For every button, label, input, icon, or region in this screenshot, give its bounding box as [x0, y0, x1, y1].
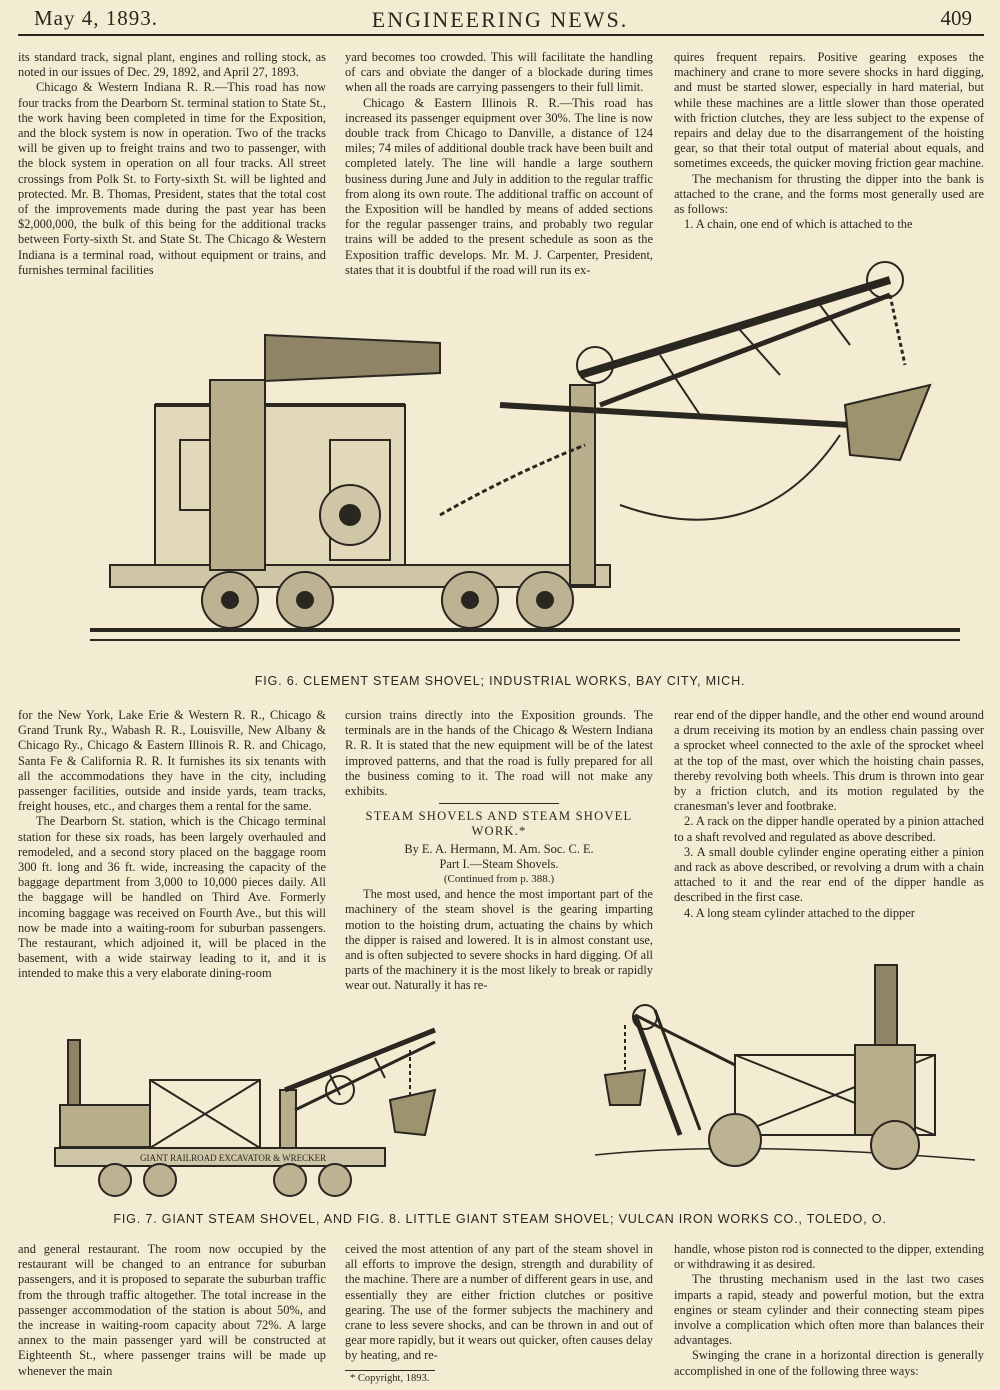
header-rule — [18, 34, 984, 36]
giant-steam-shovel-illustration — [40, 1020, 460, 1205]
paragraph: and general restaurant. The room now occupied by the restaurant will be changed to an entrance for suburban passengers, and it is proposed to separate the suburban traffic from the through traffic altogether. The total increase in the passenger accommodation of the station is about 50%, and the increase in waiting-room capacity about 72%. A large annex to the main passenger yard will be constructed at Eighteenth St., where passenger trains will be made up whenever the main — [18, 1242, 326, 1378]
copyright-footnote: * Copyright, 1893. — [350, 1373, 430, 1384]
paragraph: Chicago & Eastern Illinois R. R.—This road has increased its passenger equipment over 30%. The line is now double track from Chicago to Danville, a distance of 124 miles; 74 miles of additional double track have been built and completed lately. The line will handle a large southern business during June and July in addition to the regular traffic from along its own route. The additional traffic on account of the Exposition will be handled by means of added sections for the regular passenger trains, and probably two regular trains will be added to the present schedule as soon as the Exposition traffic develops. Mr. M. J. Carpenter, President, states that it is doubtful if the road will run its ex- — [345, 95, 653, 277]
bottom-column-3 — [674, 1242, 984, 1384]
middle-column-1 — [18, 708, 326, 1030]
paragraph: ceived the most attention of any part of the steam shovel in all efforts to improve the design, strength and durability of the machine. There are a number of different gears in use, and essentially they are either friction clutches or positive gearing. The use of the former subjects the machinery and crane to less severe shocks, and can be thrown in and out of gear more rapidly, but it wears out quicker, often causes delay by heating, and re- — [345, 1242, 653, 1363]
fig7-car-lettering: GIANT RAILROAD EXCAVATOR & WRECKER — [140, 1153, 327, 1163]
paragraph: 1. A chain, one end of which is attached to the — [684, 217, 913, 232]
paragraph: its standard track, signal plant, engines and rolling stock, as noted in our issues of Dec. 29, 1892, and April 27, 1893. — [18, 50, 326, 80]
continued-note: (Continued from p. 388.) — [443, 873, 555, 886]
paragraph: The most used, and hence the most important part of the machinery of the steam shovel is the gearing imparting motion to the hoisting drum, actuating the chains by which the dipper is raised and lowered. It is in almost constant use, and is often subjected to severe shocks in hard digging. Of all parts of the machinery it is the most likely to break or rapidly wear out. Naturally it has re- — [345, 887, 653, 993]
top-column-3 — [674, 50, 984, 255]
article-byline: By E. A. Hermann, M. Am. Soc. C. E. — [404, 841, 594, 856]
paragraph: yard becomes too crowded. This will facilitate the handling of cars and obviate the danger of a blockade during times when all the roads are carrying passengers to their full limit. — [345, 50, 653, 95]
paragraph: cursion trains directly into the Exposition grounds. The terminals are in the hands of the Chicago & Western Indiana R. R. It is stated that the new equipment will be of the latest improved patterns, and that the road is fully prepared for all the business coming to it. The road will not make any exhibits. — [345, 708, 653, 799]
paragraph: for the New York, Lake Erie & Western R. R., Chicago & Grand Trunk Ry., Wabash R. R., Louisville, New Albany & Chicago Ry., Chicago & Eastern Illinois R. R. and Chicago, Santa Fe & California R. R. It furnishes its six tenants with all the accommodations they have in the city, including passenger facilities, outside and inside yards, team tracks, freight houses, etc., and charges them a rental for the same. — [18, 708, 326, 814]
paragraph: 2. A rack on the dipper handle operated by a pinion attached to a shaft revolved and regulated as above described. — [674, 814, 984, 844]
paragraph: rear end of the dipper handle, and the other end wound around a drum receiving its motion by an endless chain passing over a sprocket wheel connected to the axle of the sprocket wheel at the top of the mast, over which the hoisting chain passes, thereby revolving both wheels. This drum is thrown into gear by a friction clutch, and its motion regulated by the cranesman's lever and footbrake. — [674, 708, 984, 814]
issue-date: May 4, 1893. — [34, 6, 158, 30]
paragraph: The thrusting mechanism used in the last two cases imparts a rapid, steady and powerful motion, but the extra engines or steam cylinder and their connecting steam pipes involve a complication which often more than balances their advantages. — [674, 1272, 984, 1348]
paragraph: quires frequent repairs. Positive gearing exposes the machinery and crane to more severe shocks in hard digging, and must be started slower, especially in hard material, but while these machines are a little slower than those operated with friction clutches, they are less subject to the expense of repairs and delay due to the disarrangement of the hoisting gear, so that their total output of material about equals, and sometimes exceeds, the quicker moving friction gear machine. — [674, 50, 984, 171]
paragraph: Chicago & Western Indiana R. R.—This road has now four tracks from the Dearborn St. terminal station to State St., the work having been completed in time for the Exposition, and the block system is now in operation. Two of the tracks will be given up to freight trains and two to passenger, with the block system in operation on all four tracks. All street crossings from Polk St. to Forty-sixth St. will be lighted and protected. Mr. B. Thomas, President, states that the total cost of the improvements made during the past year has been $2,000,000, the bulk of this being for the additional tracks between Forty-sixth St. and State St. The Chicago & Western Indiana is a terminal road, without equipment or trains, and furnishes terminal facilities — [18, 80, 326, 277]
article-divider — [439, 803, 559, 804]
paragraph: The mechanism for thrusting the dipper into the bank is attached to the crane, and the forms most generally used are as follows: — [674, 171, 984, 217]
bottom-column-2 — [345, 1242, 653, 1368]
middle-column-3 — [674, 708, 984, 953]
little-giant-steam-shovel-illustration — [585, 955, 985, 1185]
paragraph: The Dearborn St. station, which is the Chicago terminal station for these six roads, has been largely overhauled and remodeled, and a second story placed on the baggage room 300 ft. long and 36 ft. wide, increasing the capacity of the baggage department from 3,000 to 10,000 pieces daily. All the baggage will be handled on Third Ave. Formerly incoming baggage was received on Fourth Ave., but this will now be made into a waiting-room for suburban passengers. The restaurant, which adjoined it, will be placed in the basement, with a wide stairway leading to it, and it is intended to make this a very elaborate dining-room — [18, 814, 326, 981]
figure-6-caption: FIG. 6. CLEMENT STEAM SHOVEL; INDUSTRIAL WORKS, BAY CITY, MICH. — [254, 674, 746, 688]
clement-steam-shovel-illustration — [60, 255, 990, 665]
paragraph: Swinging the crane in a horizontal direction is generally accomplished in one of the following three ways: — [674, 1348, 984, 1378]
article-part: Part I.—Steam Shovels. — [439, 856, 559, 871]
paragraph: 4. A long steam cylinder attached to the dipper — [684, 905, 915, 920]
paragraph: handle, whose piston rod is connected to the dipper, extending or withdrawing it as desired. — [674, 1242, 984, 1272]
bottom-column-1 — [18, 1242, 326, 1384]
publication-title: ENGINEERING NEWS. — [371, 7, 629, 32]
paragraph: 3. A small double cylinder engine operating either a pinion and rack as above described, or revolving a drum with a chain attached to it and the rear end of the dipper handle as described in the first case. — [674, 844, 984, 905]
page-number: 409 — [940, 6, 972, 30]
article-title: STEAM SHOVELS AND STEAM SHOVEL WORK.* — [365, 809, 633, 839]
footnote-rule — [345, 1370, 435, 1371]
figures-7-8-caption: FIG. 7. GIANT STEAM SHOVEL, AND FIG. 8. LITTLE GIANT STEAM SHOVEL; VULCAN IRON WORKS CO., TOLEDO, O. — [113, 1212, 887, 1226]
